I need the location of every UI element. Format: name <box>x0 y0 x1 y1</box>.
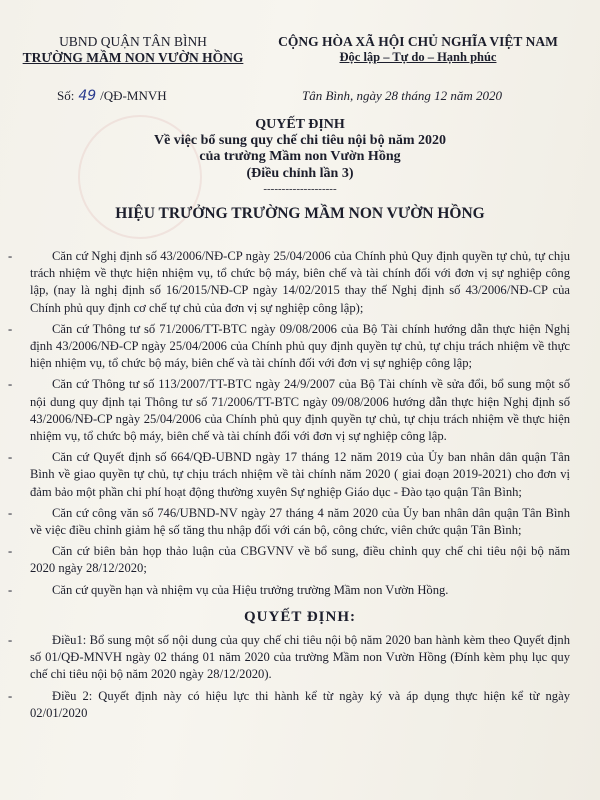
bullet-mark: - <box>8 688 13 703</box>
ground-item: - Căn cứ biên bản họp thảo luận của CBGVNV về bổ sung, điều chỉnh quy chế chi tiêu nội bộ năm 2020 ngày 28/12/2020; <box>8 544 570 576</box>
country-name: CỘNG HÒA XÃ HỘI CHỦ NGHĨA VIỆT NAM <box>278 34 558 49</box>
ground-item: - Căn cứ quyền hạn và nhiệm vụ của Hiệu trưởng trường Mầm non Vườn Hồng. <box>30 582 570 599</box>
document-body <box>8 248 570 726</box>
bullet-mark: - <box>8 582 13 597</box>
document-subject: Về việc bổ sung quy chế chi tiêu nội bộ năm 2020 <box>153 133 447 148</box>
doc-number-suffix: /QĐ-MNVH <box>100 88 167 103</box>
document-subject-line2: của trường Mầm non Vườn Hồng <box>199 149 401 164</box>
document-number <box>57 88 167 104</box>
national-motto-header <box>252 34 584 65</box>
ground-item: - Căn cứ công văn số 746/UBND-NV ngày 27 tháng 4 năm 2020 của Ủy ban nhân dân quận Tân Bình về việc điều chỉnh giảm hệ số tăng thu nhập đối với cán bộ, công chức, viên chức quận Tân Bình; <box>8 505 570 538</box>
document-title: QUYẾT ĐỊNH <box>255 117 345 132</box>
doc-number-handwritten: 49 <box>78 88 97 104</box>
article-item: - Điều1: Bổ sung một số nội dung của quy chế chi tiêu nội bộ năm 2020 ban hành kèm theo Quyết định số 01/QĐ-MNVH ngày 02 tháng 01 năm 2020 của trường Mầm non Vườn Hồng (Đính kèm phụ lục quy chế chi tiêu nội bộ năm 2020 ngày 28/12/2020). <box>8 633 570 682</box>
ground-item: - Căn cứ Quyết định số 664/QĐ-UBND ngày 17 tháng 12 năm 2019 của Ủy ban nhân dân quận Tân Bình về giao quyền tự chủ, tự chịu trách nhiệm về tài chính năm 2020 ( giai đoạn 2019-2021) cho đơn vị đảm bảo một phần chi phí hoạt động thường xuyên Sự nghiệp Giáo dục - Đào tạo quận Tân Bình; <box>8 450 570 499</box>
agency-name: TRƯỜNG MẦM NON VƯỜN HỒNG <box>22 50 244 65</box>
ground-item: - Căn cứ Thông tư số 71/2006/TT-BTC ngày 09/08/2006 của Bộ Tài chính hướng dẫn thực hiện Nghị định 43/2006/NĐ-CP ngày 25/04/2006 của Chính phủ quy định quyền tự chủ, tự chịu trách nhiệm về thực hiện nhiệm vụ, tổ chức bộ máy, biên chế và tài chính đối với đơn vị sự nghiệp công lập; <box>8 321 570 371</box>
bullet-mark: - <box>8 249 13 263</box>
bullet-mark: - <box>8 544 13 559</box>
ground-item: - Căn cứ Nghị định số 43/2006/NĐ-CP ngày 25/04/2006 của Chính phủ Quy định quyền tự chủ, tự chịu trách nhiệm về thực hiện nhiệm vụ, tổ chức bộ máy, biên chế và tài chính đối với đơn vị sự nghiệp công lập, (nay là nghị định số 16/2015/NĐ-CP ngày 14/02/2015 thay thế Nghị định số 43/2006/NĐ-CP của Chính phủ quy định cơ chế tự chủ của đơn vị sự nghiệp công lập); <box>8 249 570 315</box>
ground-item: - Căn cứ Thông tư số 113/2007/TT-BTC ngày 24/9/2007 của Bộ Tài chính về sửa đổi, bổ sung một số nội dung quy định tại Thông tư số 71/2006/TT-BTC ngày 09/08/2006 hướng dẫn thực hiện Nghị định số 43/2006/NĐ-CP ngày 25/04/2006 của Chính phủ quy định quyền tự chủ, tự chịu trách nhiệm về thực hiện nhiệm vụ, tổ chức bộ máy, biên chế và tài chính đối với đơn vị sự nghiệp công lập. <box>8 377 570 444</box>
article-item: - Điều 2: Quyết định này có hiệu lực thi hành kể từ ngày ký và áp dụng thực hiện kể từ ngày 02/01/2020 <box>8 688 570 720</box>
agency-parent: UBND QUẬN TÂN BÌNH <box>59 34 207 49</box>
bullet-mark: - <box>8 321 13 336</box>
issuer-title: HIỆU TRƯỞNG TRƯỜNG MẦM NON VƯỜN HỒNG <box>115 205 485 222</box>
decision-heading: QUYẾT ĐỊNH: <box>244 608 356 625</box>
doc-number-prefix: Số: <box>57 88 75 103</box>
bullet-mark: - <box>8 377 13 392</box>
issuing-agency-header <box>18 34 248 66</box>
bullet-mark: - <box>8 450 13 465</box>
bullet-mark: - <box>8 633 13 648</box>
bullet-mark: - <box>8 505 13 520</box>
document-revision: (Điều chỉnh lần 3) <box>246 166 354 181</box>
title-separator: -------------------- <box>263 183 337 195</box>
document-date: Tân Bình, ngày 28 tháng 12 năm 2020 <box>302 88 503 103</box>
national-motto: Độc lập – Tự do – Hạnh phúc <box>339 50 497 64</box>
